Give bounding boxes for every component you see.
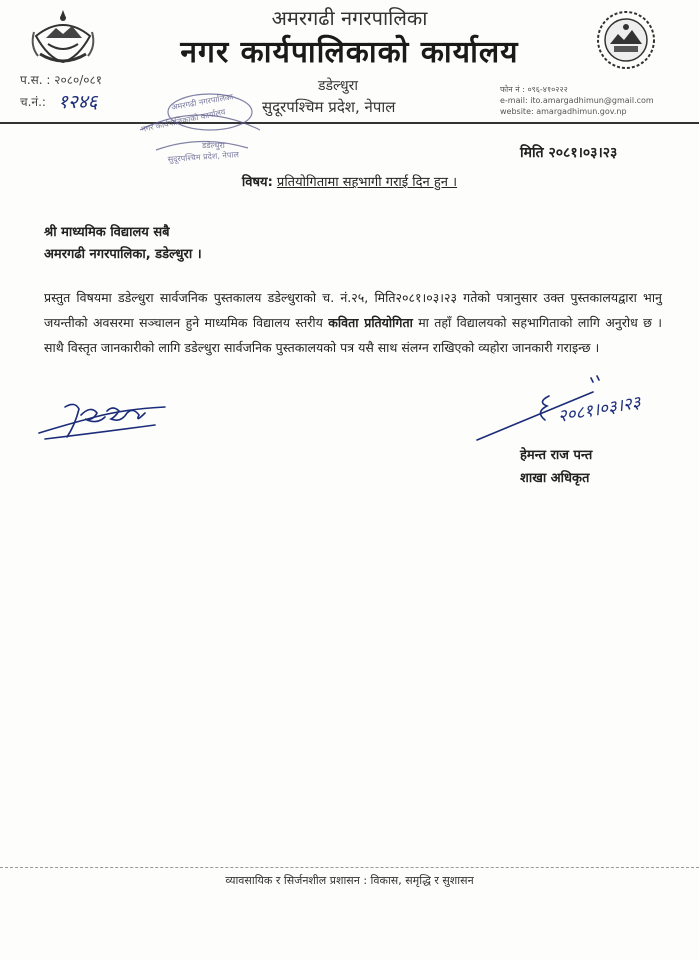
svg-text:सुदूरपश्चिम प्रदेश, नेपाल: सुदूरपश्चिम प्रदेश, नेपाल — [167, 150, 240, 164]
addressee-line-1: श्री माध्यमिक विद्यालय सबै — [44, 225, 170, 240]
ps-number: प.स. : २०८०/०८१ — [20, 73, 102, 87]
svg-text:डडेल्धुरा: डडेल्धुरा — [202, 141, 225, 150]
letter-date: मिति २०८१।०३।२३ — [520, 145, 618, 161]
signature-date: २०८१।०३।२३ — [556, 392, 643, 427]
body-part-2: मा तहाँ विद्यालयको सहभागिताको लागि अनुरोध छ । साथै विस्तृत जानकारीको लागि डडेल्धुरा सार्वजनिक पुस्तकालयको पत्र यसै साथ संलग्न राखिएको व्यहोरा जानकारी गराइन्छ । — [44, 315, 663, 355]
contact-phone: फोन नं : ०९६-४१०२२२ — [500, 85, 568, 94]
district-name: डडेल्धुरा — [318, 78, 358, 94]
header-divider — [0, 122, 699, 124]
signer-name: हेमन्त राज पन्त — [520, 448, 593, 463]
right-signature — [475, 372, 685, 442]
body-bold: कविता प्रतियोगिता — [328, 315, 413, 330]
office-stamp — [120, 90, 270, 170]
footer-motto: व्यावसायिक र सिर्जनशील प्रशासन : विकास, समृद्धि र सुशासन — [225, 874, 474, 887]
subject-label: विषय: — [241, 175, 273, 190]
footer-divider — [0, 867, 699, 868]
svg-text:अमरगढी नगरपालिका: अमरगढी नगरपालिका — [170, 92, 234, 112]
body-part-1: प्रस्तुत विषयमा डडेल्धुरा सार्वजनिक पुस्तकालय डडेल्धुराको च. नं.२५, मिति२०८१।०३।२३ गतेको पत्रानुसार उक्त पुस्तकालयद्वारा भानु जयन्तीको अवसरमा सञ्चालन हुने माध्यमिक विद्यालय स्तरीय — [44, 290, 662, 330]
signer-title: शाखा अधिकृत — [520, 471, 590, 486]
municipality-name: अमरगढी नगरपालिका — [271, 6, 428, 30]
contact-email: e-mail: ito.amargadhimun@gmail.com — [500, 96, 654, 105]
subject-line — [0, 172, 699, 190]
cn-value: १२४६ — [58, 91, 98, 113]
subject-text: प्रतियोगितामा सहभागी गराई दिन हुन । — [276, 175, 458, 190]
contact-website: website: amargadhimun.gov.np — [500, 107, 627, 116]
cn-label: च.नं.: — [20, 95, 46, 109]
office-name: नगर कार्यपालिकाको कार्यालय — [180, 35, 519, 70]
svg-text:नगर कार्यपालिकाको कार्यालय: नगर कार्यपालिकाको कार्यालय — [140, 107, 227, 134]
addressee-line-2: अमरगढी नगरपालिका, डडेल्धुरा । — [44, 247, 202, 262]
left-signature — [35, 395, 175, 445]
letter-body — [44, 285, 662, 360]
province-name: सुदूरपश्चिम प्रदेश, नेपाल — [262, 98, 396, 116]
